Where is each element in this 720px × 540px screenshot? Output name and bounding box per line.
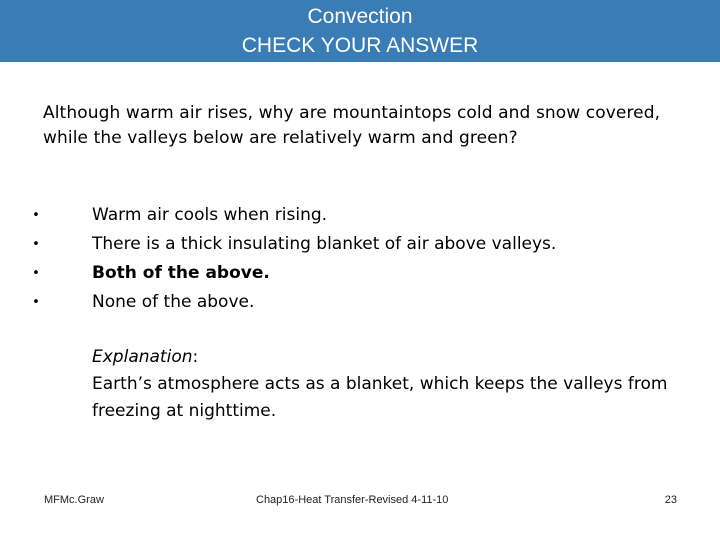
explanation-heading — [92, 344, 692, 371]
bullet-icon: • — [32, 208, 40, 223]
footer-author: MFMc.Graw — [44, 494, 104, 506]
bullet-icon: • — [32, 237, 40, 252]
slide-title: Convection — [307, 5, 413, 28]
explanation-block — [92, 344, 692, 425]
bullet-icon: • — [32, 295, 40, 310]
footer-chapter: Chap16-Heat Transfer-Revised 4-11-10 — [256, 494, 449, 506]
slide-header — [0, 0, 720, 62]
bullet-icon: • — [32, 266, 40, 281]
answer-option-text: None of the above. — [92, 292, 255, 312]
explanation-colon: : — [192, 347, 199, 367]
explanation-text: Earth’s atmosphere acts as a blanket, which keeps the valleys from freezing at nighttime. — [92, 374, 668, 421]
answer-options-list — [30, 201, 690, 317]
answer-option-text: Warm air cools when rising. — [92, 205, 328, 225]
answer-option — [30, 288, 690, 317]
explanation-label: Explanation — [92, 347, 193, 367]
slide-subtitle: CHECK YOUR ANSWER — [241, 34, 479, 57]
answer-option — [30, 230, 690, 259]
answer-option-text: Both of the above. — [92, 263, 270, 283]
answer-option-text: There is a thick insulating blanket of air above valleys. — [92, 234, 557, 254]
answer-option-correct — [30, 259, 690, 288]
footer-page-number: 23 — [664, 494, 677, 506]
question-text: Although warm air rises, why are mountaintops cold and snow covered, while the valleys below are relatively warm and green? — [43, 103, 661, 148]
answer-option — [30, 201, 690, 230]
